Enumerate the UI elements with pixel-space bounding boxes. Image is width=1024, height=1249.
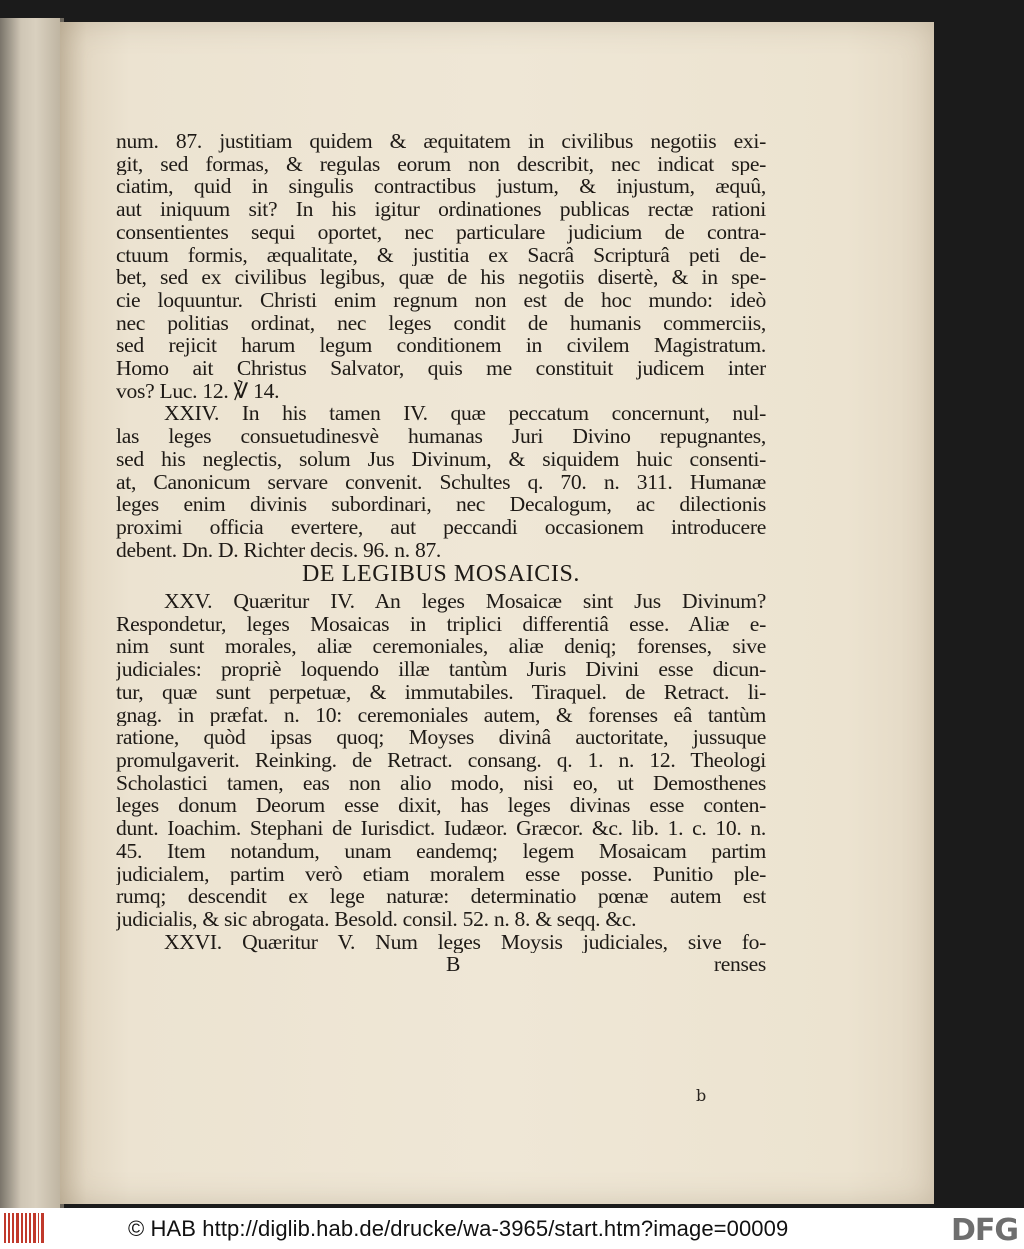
page-text-block [116, 130, 766, 977]
paragraph-xxv-line: promulgaverit. Reinking. de Retract. consang. q. 1. n. 12. Theologi [116, 748, 766, 772]
text-line: git, sed formas, & regulas eorum non describit, nec indicat spe- [116, 152, 766, 176]
paragraph-xxv-line: nim sunt morales, aliæ ceremoniales, aliæ deniq; forenses, sive [116, 635, 766, 659]
paragraph-xxv-line: 45. Item notandum, unam eandemq; legem Mosaicam partim [116, 839, 766, 863]
paragraph-xxv-line: judicialis, & sic abrogata. Besold. consil. 52. n. 8. & seqq. &c. [116, 907, 637, 931]
text-line: aut iniquum sit? In his igitur ordinationes publicas rectæ rationi [116, 198, 766, 221]
paragraph-xxiv-line: leges enim divinis subordinari, nec Decalogum, ac dilectionis [116, 493, 766, 516]
paragraph-xxv-line: leges donum Deorum esse dixit, has leges divinas esse conten- [116, 794, 766, 818]
book-spine-edge [0, 18, 60, 1208]
paragraph-xxiv-line: sed his neglectis, solum Jus Divinum, & siquidem huic consenti- [116, 447, 766, 471]
text-line: nec politias ordinat, nec leges condit de humanis commerciis, [116, 311, 766, 335]
paragraph-xxv-line: Scholastici tamen, eas non alio modo, nisi eo, ut Demosthenes [116, 771, 766, 795]
paragraph-xxv-line: XXV. Quæritur IV. An leges Mosaicæ sint Jus Divinum? [164, 590, 766, 613]
paragraph-xxvi-line: XXVI. Quæritur V. Num leges Moysis judiciales, sive fo- [164, 930, 766, 954]
text-line: num. 87. justitiam quidem & æquitatem in civilibus negotiis exi- [116, 130, 766, 153]
section-heading: DE LEGIBUS MOSAICIS. [301, 563, 580, 587]
text-line: ciatim, quid in singulis contractibus justum, & injustum, æquû, [116, 175, 766, 199]
paragraph-xxv-line: ratione, quòd ipsas quoq; Moyses divinâ auctoritate, jussuque [116, 726, 766, 749]
dfg-logo: DFG [950, 1213, 1018, 1248]
signature-row [116, 953, 766, 977]
paragraph-xxiv-line: at, Canonicum servare convenit. Schultes q. 70. n. 311. Humanæ [116, 470, 766, 494]
paragraph-xxv-line: Respondetur, leges Mosaicas in triplici differentiâ esse. Aliæ e- [116, 612, 766, 636]
catchword: renses [713, 952, 766, 977]
footer-bar [0, 1208, 1024, 1249]
paragraph-xxiv-line: proximi officia evertere, aut peccandi occasionem introducere [116, 515, 766, 539]
copyright-url[interactable]: © HAB http://diglib.hab.de/drucke/wa-3965/start.htm?image=00009 [128, 1216, 789, 1241]
paragraph-xxiv-line: debent. Dn. D. Richter decis. 96. n. 87. [116, 538, 442, 562]
text-line: sed rejicit harum legum conditionem in civilem Magistratum. [116, 334, 766, 358]
signature-mark: B [446, 952, 461, 977]
text-line: vos? Luc. 12. ℣ 14. [116, 379, 280, 403]
book-page [60, 22, 934, 1204]
text-line: ctuum formis, æqualitate, & justitia ex Sacrâ Scripturâ peti de- [116, 243, 766, 267]
text-line: Homo ait Christus Salvator, quis me constituit judicem inter [116, 357, 766, 380]
paragraph-xxv-line: gnag. in præfat. n. 10: ceremoniales autem, & forenses eâ tantùm [116, 703, 766, 727]
small-ink-mark: b [696, 1086, 707, 1105]
barcode-icon [4, 1213, 44, 1243]
paragraph-xxv-line: tur, quæ sunt perpetuæ, & immutabiles. Tiraquel. de Retract. li- [116, 680, 766, 704]
paragraph-xxv-line: rumq; descendit ex lege naturæ: determinatio pœnæ autem est [116, 885, 766, 908]
paragraph-xxv-line: dunt. Ioachim. Stephani de Iurisdict. Iudæor. Græcor. &c. lib. 1. c. 10. n. [116, 817, 766, 840]
text-line: cie loquuntur. Christi enim regnum non est de hoc mundo: ideò [116, 288, 766, 312]
paragraph-xxv-line: judiciales: propriè loquendo illæ tantùm Juris Divini esse dicun- [116, 658, 766, 681]
text-line: bet, sed ex civilibus legibus, quæ de his negotiis disertè, & in spe- [116, 266, 766, 289]
paragraph-xxiv-line: XXIV. In his tamen IV. quæ peccatum concernunt, nul- [164, 402, 766, 426]
paragraph-xxiv-line: las leges consuetudinesvè humanas Juri Divino repugnantes, [116, 425, 766, 448]
paragraph-xxv-line: judicialem, partim verò etiam moralem esse posse. Punitio ple- [116, 862, 766, 886]
text-line: consentientes sequi oportet, nec particulare judicium de contra- [116, 220, 766, 244]
